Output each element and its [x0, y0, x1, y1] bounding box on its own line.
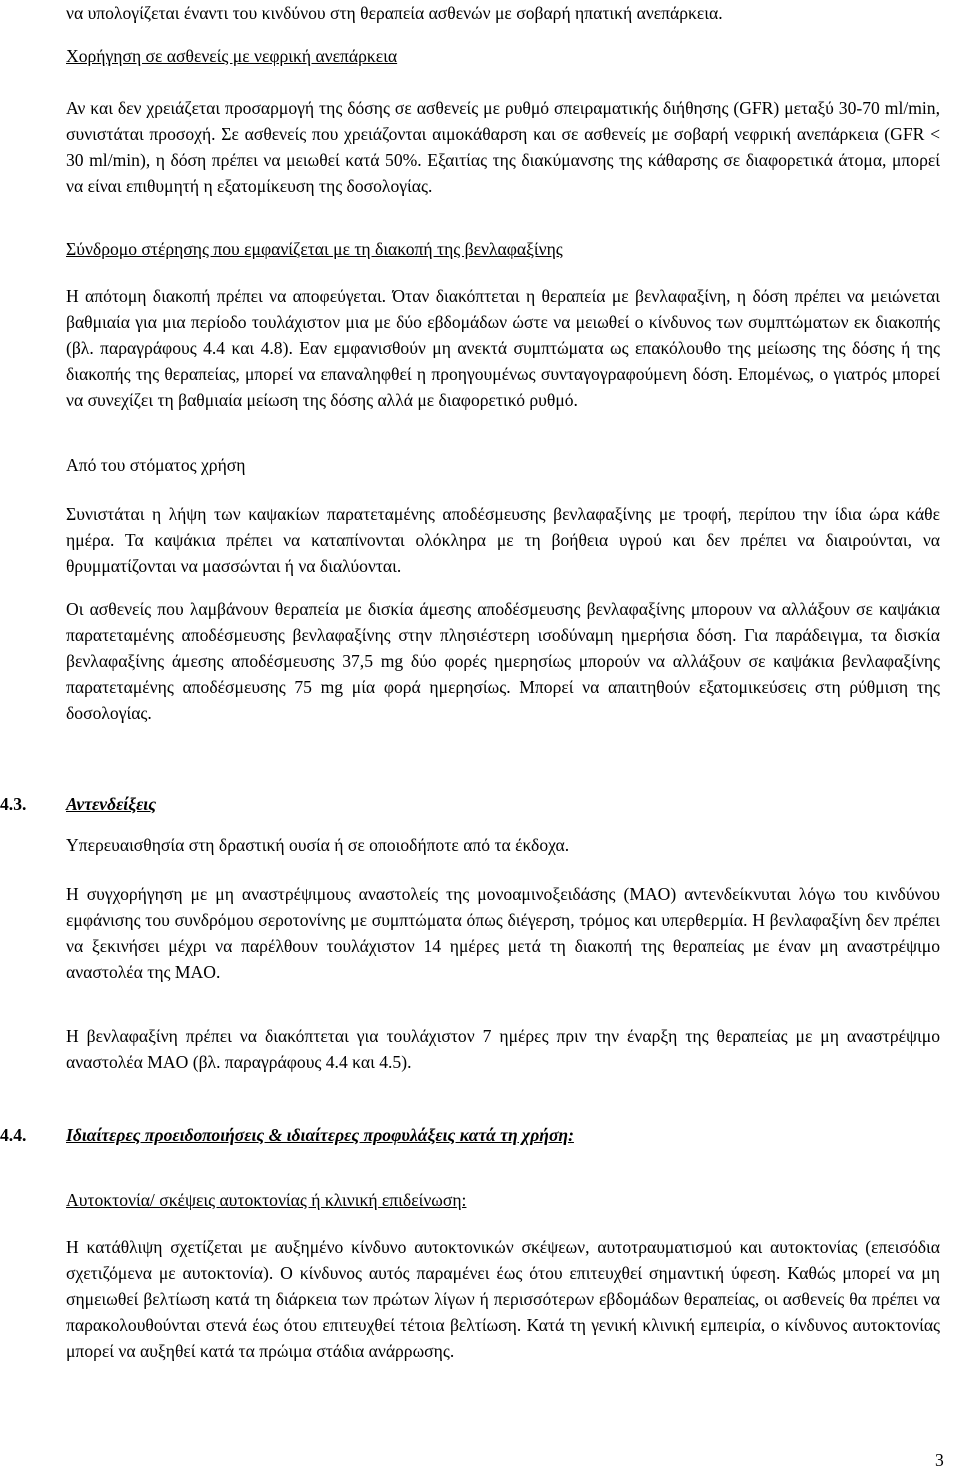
section-44-title: Ιδιαίτερες προειδοποιήσεις & ιδιαίτερες προφυλάξεις κατά τη χρήση: [66, 1125, 574, 1145]
hepatic-tail [66, 0, 940, 26]
oral-body-2 [66, 596, 940, 726]
renal-section [66, 43, 940, 69]
section-43-text-2: Η συγχορήγηση με μη αναστρέψιμους αναστολείς της μονοαμινοξειδάσης (MAO) αντενδείκνυται λόγω του κινδύνου εμφάνισης του συνδρόμου σεροτονίνης με συμπτώματα όπως διέγερση, τρόμος και υπερθερμία. Η βενλαφαξίνη δεν πρέπει να ξεκινήσει μέχρι να παρέλθουν τουλάχιστον 14 ημέρες μετά τη διακοπή της θεραπείας με έναν μη αναστρέψιμο αναστολέα της MAO. [66, 884, 940, 982]
withdrawal-body [66, 283, 940, 413]
renal-body [66, 95, 940, 199]
section-43-title: Αντενδείξεις [66, 794, 157, 814]
oral-heading: Από του στόματος χρήση [66, 455, 246, 475]
section-43-body-3 [66, 1023, 940, 1075]
section-43-body-2 [66, 881, 940, 985]
oral-text-1: Συνιστάται η λήψη των καψακίων παρατεταμένης αποδέσμευσης βενλαφαξίνης με τροφή, περίπου την ίδια ώρα κάθε ημέρα. Τα καψάκια πρέπει να καταπίνονται ολόκληρα με τη βοήθεια υγρού και δεν πρέπει να διαιρούνται, να θρυμματίζονται να μασσώνται ή να διαλύονται. [66, 504, 940, 576]
suicide-subheading: Αυτοκτονία/ σκέψεις αυτοκτονίας ή κλινική επιδείνωση: [66, 1190, 467, 1210]
section-44-number: 4.4. [0, 1125, 27, 1145]
withdrawal-section [66, 236, 940, 262]
renal-heading: Χορήγηση σε ασθενείς με νεφρική ανεπάρκεια [66, 46, 398, 66]
renal-text: Αν και δεν χρειάζεται προσαρμογή της δόσης σε ασθενείς με ρυθμό σπειραματικής διήθησης (GFR) μεταξύ 30-70 ml/min, συνιστάται προσοχή. Σε ασθενείς που χρειάζονται αιμοκάθαρση και σε ασθενείς με σοβαρή νεφρική ανεπάρκεια (GFR < 30 ml/min), η δόση πρέπει να μειωθεί κατά 50%. Εξαιτίας της διακύμανσης της κάθαρσης σε διαφορετικά άτομα, μπορεί να είναι επιθυμητή η εξατομίκευση της δοσολογίας. [66, 98, 940, 196]
page-number: 3 [935, 1450, 944, 1470]
section-43-text-3: Η βενλαφαξίνη πρέπει να διακόπτεται για τουλάχιστον 7 ημέρες πριν την έναρξη της θεραπείας με μη αναστρέψιμο αναστολέα MAO (βλ. παραγράφους 4.4 και 4.5). [66, 1026, 940, 1072]
hepatic-tail-text: να υπολογίζεται έναντι του κινδύνου στη θεραπεία ασθενών με σοβαρή ηπατική ανεπάρκεια. [66, 3, 723, 23]
withdrawal-heading: Σύνδρομο στέρησης που εμφανίζεται με τη διακοπή της βενλαφαξίνης [66, 239, 563, 259]
oral-text-2: Οι ασθενείς που λαμβάνουν θεραπεία με δισκία άμεσης αποδέσμευσης βενλαφαξίνης μπορουν να αλλάξουν σε καψάκια παρατεταμένης αποδέσμευσης βενλαφαξίνης στην πλησιέστερη ισοδύναμη ημερήσια δόση. Για παράδειγμα, τα δισκία βενλαφαξίνης άμεσης αποδέσμευσης 37,5 mg δύο φορές ημερησίως μπορούν να αλλάξουν σε καψάκια βενλαφαξίνης παρατεταμένης αποδέσμευσης 75 mg μία φορά ημερησίως. Μπορεί να απαιτηθούν εξατομικεύσεις στη ρύθμιση της δοσολογίας. [66, 599, 940, 723]
section-43-text-1: Υπερευαισθησία στη δραστική ουσία ή σε οποιοδήποτε από τα έκδοχα. [66, 835, 570, 855]
section-43-body-1 [66, 832, 940, 858]
withdrawal-text: Η απότομη διακοπή πρέπει να αποφεύγεται. Όταν διακόπτεται η θεραπεία με βενλαφαξίνη, η δόση πρέπει να μειώνεται βαθμιαία για μια περίοδο τουλάχιστον μια με δύο εβδομάδων ώστε να μειωθεί ο κίνδυνος των συμπτώματων εκ διακοπής (βλ. παραγράφους 4.4 και 4.8). Εαν εμφανισθούν μη ανεκτά συμπτώματα ως επακόλουθο της μείωσης της δόσης ή της διακοπής της θεραπείας, μπορεί να επαναληφθεί η προηγουμένως συνταγογραφούμενη δόση. Επομένως, ο γιατρός μπορεί να συνεχίζει τη βαθμιαία μείωση της δόσης αλλά με διαφορετικό ρυθμό. [66, 286, 940, 410]
section-44-subheading [66, 1187, 940, 1213]
section-43-number: 4.3. [0, 794, 27, 814]
section-44-body [66, 1234, 940, 1364]
oral-section [66, 452, 940, 478]
oral-body-1 [66, 501, 940, 579]
section-44-text: Η κατάθλιψη σχετίζεται με αυξημένο κίνδυνο αυτοκτονικών σκέψεων, αυτοτραυματισμού και αυτοκτονίας (επεισόδια σχετιζόμενα με αυτοκτονία). Ο κίνδυνος αυτός παραμένει έως ότου επιτευχθεί σημαντική ύφεση. Καθώς μπορεί να μη σημειωθεί βελτίωση κατά τη διάρκεια των πρώτων λίγων ή περισσότερων εβδομάδων θεραπείας, οι ασθενείς θα πρέπει να παρακολουθούνται στενά έως ότου επιτευχθεί τέτοια βελτίωση. Κατά τη γενική κλινική εμπειρία, ο κίνδυνος αυτοκτονίας μπορεί να αυξηθεί κατά τα πρώιμα στάδια ανάρρωσης. [66, 1237, 940, 1361]
